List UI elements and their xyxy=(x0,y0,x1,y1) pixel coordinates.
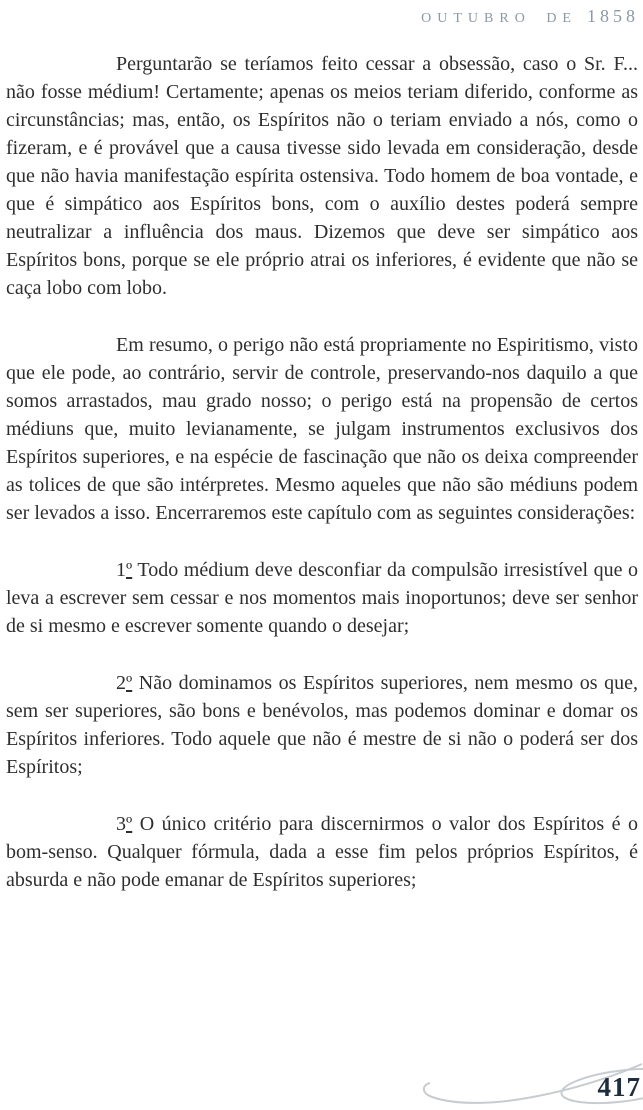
paragraph-text: O único critério para discernirmos o valor dos Espíritos é o bom-senso. Qualquer fórmula, dada a esse fim pelos próprios Espíritos, é absurda e não pode emanar de Espíritos superiores; xyxy=(6,813,639,891)
item-number: 3 xyxy=(116,813,126,835)
paragraph-text: Perguntarão se teríamos feito cessar a obsessão, caso o Sr. F... não fosse médium! Certamente; apenas os meios teriam diferido, conforme as circunstâncias; mas, então, os Espíritos não o teriam enviado a nós, como o fizeram, e é provável que a causa tivesse sido levada em consideração, desde que não havia manifestação espírita ostensiva. Todo homem de boa vontade, e que é simpático aos Espíritos bons, com o auxílio destes poderá sempre neutralizar a influência dos maus. Dizemos que deve ser simpático aos Espíritos bons, porque se ele próprio atrai os inferiores, é evidente que não se caça lobo com lobo. xyxy=(6,53,638,299)
running-header xyxy=(421,6,639,27)
paragraph-text: Em resumo, o perigo não está propriamente no Espiritismo, visto que ele pode, ao contrário, servir de controle, preservando-nos daquilo a que somos arrastados, mau grado nosso; o perigo está na propensão de certos médiuns que, muito levianamente, se julgam instrumentos exclusivos dos Espíritos superiores, e na espécie de fascinação que não os deixa compreender as tolices de que são intérpretes. Mesmo aqueles que não são médiuns podem ser levados a isso. Encerraremos este capítulo com as seguintes considerações: xyxy=(6,334,638,524)
paragraph-item-1 xyxy=(6,556,638,640)
paragraph-em-resumo xyxy=(6,331,638,527)
ordinal-indicator: º xyxy=(126,813,133,835)
ordinal-indicator: º xyxy=(126,672,133,694)
paragraph-text: Todo médium deve desconfiar da compulsão irresistível que o leva a escrever sem cessar e nos momentos mais inoportunos; deve ser senhor de si mesmo e escrever somente quando o desejar; xyxy=(6,559,638,637)
header-year-label: 1858 xyxy=(587,6,639,26)
page-body xyxy=(6,50,638,923)
header-month-label: OUTUBRO DE xyxy=(421,11,577,26)
paragraph-obsessao xyxy=(6,50,638,302)
item-number: 2 xyxy=(116,672,126,694)
paragraph-item-2 xyxy=(6,669,638,781)
paragraph-text: Não dominamos os Espíritos superiores, nem mesmo os que, sem ser superiores, são bons e benévolos, mas podemos dominar e domar os Espíritos inferiores. Todo aquele que não é mestre de si não o poderá ser dos Espíritos; xyxy=(6,672,638,778)
page-number: 417 xyxy=(597,1072,641,1102)
paragraph-item-3 xyxy=(6,810,638,894)
item-number: 1 xyxy=(116,559,126,581)
ordinal-indicator: º xyxy=(126,559,133,581)
